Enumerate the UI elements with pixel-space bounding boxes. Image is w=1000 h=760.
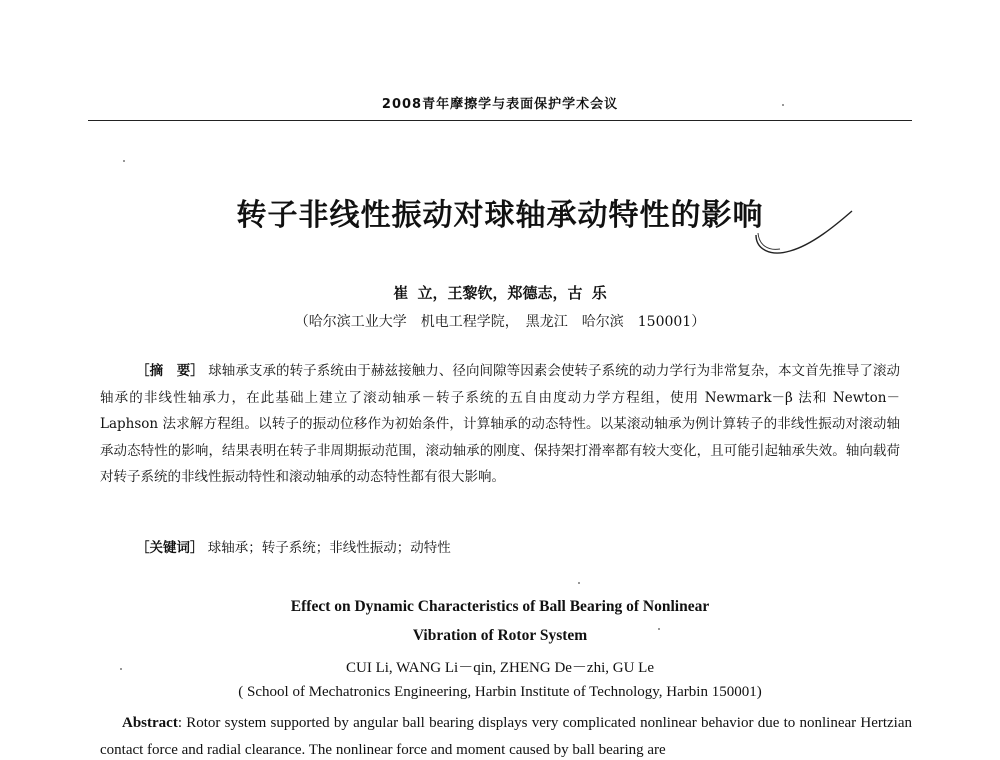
abstract-zh	[100, 358, 900, 491]
abstract-en-text: : Rotor system supported by angular ball bearing displays very complicated nonlinear behavior due to nonlinear Hertzian contact force and radial clearance. The nonlinear force and moment caused by ball bearing are	[100, 715, 912, 758]
abstract-en-label: Abstract	[122, 715, 178, 731]
scan-speck	[782, 104, 784, 106]
scan-speck	[578, 582, 580, 584]
header-rule	[88, 120, 912, 121]
abstract-en	[100, 710, 912, 760]
keywords-zh	[136, 536, 896, 556]
pen-stroke-mark	[750, 205, 860, 265]
keywords-zh-text: 球轴承；转子系统；非线性振动；动特性	[207, 540, 451, 556]
authors-en: CUI Li, WANG Li－qin, ZHENG De－zhi, GU Le	[345, 660, 654, 676]
scan-speck	[120, 668, 122, 670]
title-en-line-2: Vibration of Rotor System	[412, 627, 588, 644]
title-en-line-1: Effect on Dynamic Characteristics of Ball Bearing of Nonlinear	[290, 598, 710, 615]
affiliation-zh: （哈尔滨工业大学 机电工程学院， 黑龙江 哈尔滨 150001）	[294, 314, 706, 330]
abstract-zh-text: 球轴承支承的转子系统由于赫兹接触力、径向间隙等因素会使转子系统的动力学行为非常复杂，本文首先推导了滚动轴承的非线性轴承力，在此基础上建立了滚动轴承－转子系统的五自由度动力学方程组，使用 Newmark－β 法和 Newton－Laphson 法求解方程组。以转子的振动位移作为初始条件，计算轴承的动态特性。以某滚动轴承为例计算转子的非线性振动对滚动轴承动态特性的影响，结果表明在转子非周期振动范围，滚动轴承的刚度、保持架打滑率都有较大变化，且可能引起轴承失效。轴向载荷对转子系统的非线性振动特性和滚动轴承的动态特性都有很大影响。	[100, 363, 901, 485]
keywords-zh-label: ［关键词］	[136, 540, 204, 556]
running-header: 2008青年摩擦学与表面保护学术会议	[381, 97, 619, 112]
scan-speck	[658, 628, 660, 630]
scan-speck	[123, 160, 125, 162]
affiliation-en: ( School of Mechatronics Engineering, Harbin Institute of Technology, Harbin 150001)	[238, 684, 762, 700]
title-zh: 转子非线性振动对球轴承动特性的影响	[236, 198, 764, 233]
authors-zh: 崔 立，王黎钦，郑德志，古 乐	[393, 284, 607, 302]
abstract-zh-label: ［摘 要］	[136, 363, 204, 379]
